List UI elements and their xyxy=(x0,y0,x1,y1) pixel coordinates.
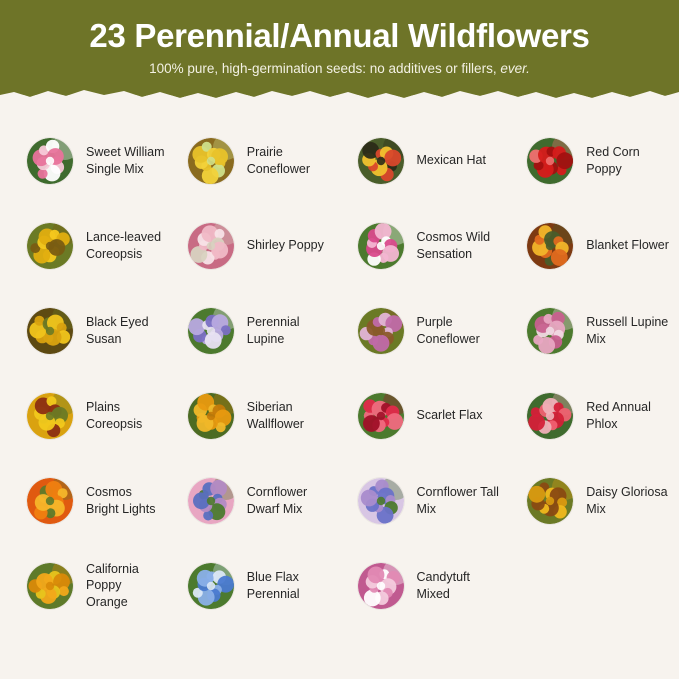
flower-name-label: Sweet William Single Mix xyxy=(86,145,165,176)
flower-name-label: Prairie Coneflower xyxy=(246,145,310,176)
list-item[interactable] xyxy=(340,543,510,628)
flower-name-label: Perennial Lupine xyxy=(246,315,300,346)
flower-name-label: Candytuft Mixed xyxy=(416,570,471,601)
list-item[interactable] xyxy=(0,373,170,458)
flower-thumbnail xyxy=(527,308,573,354)
list-item[interactable] xyxy=(0,543,170,628)
flower-name-label: Purple Coneflower xyxy=(416,315,480,346)
list-item[interactable] xyxy=(170,373,340,458)
flower-name-label: Mexican Hat xyxy=(416,153,486,168)
flower-thumbnail xyxy=(27,138,73,184)
flower-name-label: Cornflower Dwarf Mix xyxy=(246,485,308,516)
flower-name-label: Plains Coreopsis xyxy=(86,400,143,431)
flower-name-label: Cosmos Wild Sensation xyxy=(416,230,491,261)
flower-thumbnail xyxy=(358,393,404,439)
flower-name-label: Siberian Wallflower xyxy=(246,400,304,431)
flower-name-label: Cornflower Tall Mix xyxy=(416,485,499,516)
flower-name-label: Black Eyed Susan xyxy=(86,315,149,346)
subtitle-main: 100% pure, high-germination seeds: no additives or fillers, xyxy=(149,61,497,76)
list-item[interactable] xyxy=(340,373,510,458)
list-item[interactable] xyxy=(170,458,340,543)
list-item[interactable] xyxy=(170,203,340,288)
flower-name-label: California Poppy Orange xyxy=(86,561,139,609)
flower-thumbnail xyxy=(188,478,234,524)
flower-thumbnail xyxy=(27,223,73,269)
list-item[interactable] xyxy=(509,458,679,543)
list-item[interactable] xyxy=(0,458,170,543)
flower-thumbnail xyxy=(27,478,73,524)
flower-name-label: Blue Flax Perennial xyxy=(246,570,300,601)
flower-thumbnail xyxy=(188,393,234,439)
flower-name-label: Red Corn Poppy xyxy=(586,145,640,176)
flower-thumbnail xyxy=(358,563,404,609)
flower-thumbnail xyxy=(527,223,573,269)
flower-thumbnail xyxy=(527,138,573,184)
list-item[interactable] xyxy=(170,118,340,203)
flower-thumbnail xyxy=(358,138,404,184)
list-item[interactable] xyxy=(340,458,510,543)
subtitle-emphasis: ever. xyxy=(500,61,530,76)
flower-thumbnail xyxy=(527,478,573,524)
flower-thumbnail xyxy=(358,308,404,354)
flower-grid xyxy=(0,118,679,628)
flower-name-label: Red Annual Phlox xyxy=(586,400,651,431)
page-title: 23 Perennial/Annual Wildflowers xyxy=(89,17,590,54)
list-item[interactable] xyxy=(170,543,340,628)
list-item[interactable] xyxy=(170,288,340,373)
flower-name-label: Cosmos Bright Lights xyxy=(86,485,156,516)
list-item[interactable] xyxy=(0,118,170,203)
list-item[interactable] xyxy=(340,203,510,288)
flower-thumbnail xyxy=(188,563,234,609)
header-banner xyxy=(0,0,679,95)
flower-name-label: Scarlet Flax xyxy=(416,408,483,423)
list-item[interactable] xyxy=(509,288,679,373)
page-subtitle xyxy=(0,60,679,78)
flower-thumbnail xyxy=(188,223,234,269)
list-item[interactable] xyxy=(340,288,510,373)
list-item[interactable] xyxy=(509,203,679,288)
flower-thumbnail xyxy=(358,223,404,269)
list-item[interactable] xyxy=(509,373,679,458)
flower-name-label: Russell Lupine Mix xyxy=(586,315,669,346)
flower-thumbnail xyxy=(27,563,73,609)
list-item[interactable] xyxy=(340,118,510,203)
flower-thumbnail xyxy=(27,308,73,354)
torn-paper-divider xyxy=(0,86,679,108)
flower-name-label: Lance-leaved Coreopsis xyxy=(86,230,162,261)
list-item[interactable] xyxy=(509,118,679,203)
flower-thumbnail xyxy=(27,393,73,439)
flower-thumbnail xyxy=(358,478,404,524)
flower-thumbnail xyxy=(188,138,234,184)
flower-thumbnail xyxy=(188,308,234,354)
list-item[interactable] xyxy=(0,203,170,288)
flower-name-label: Daisy Gloriosa Mix xyxy=(586,485,668,516)
flower-name-label: Blanket Flower xyxy=(586,238,669,253)
flower-thumbnail xyxy=(527,393,573,439)
flower-name-label: Shirley Poppy xyxy=(246,238,324,253)
list-item[interactable] xyxy=(0,288,170,373)
